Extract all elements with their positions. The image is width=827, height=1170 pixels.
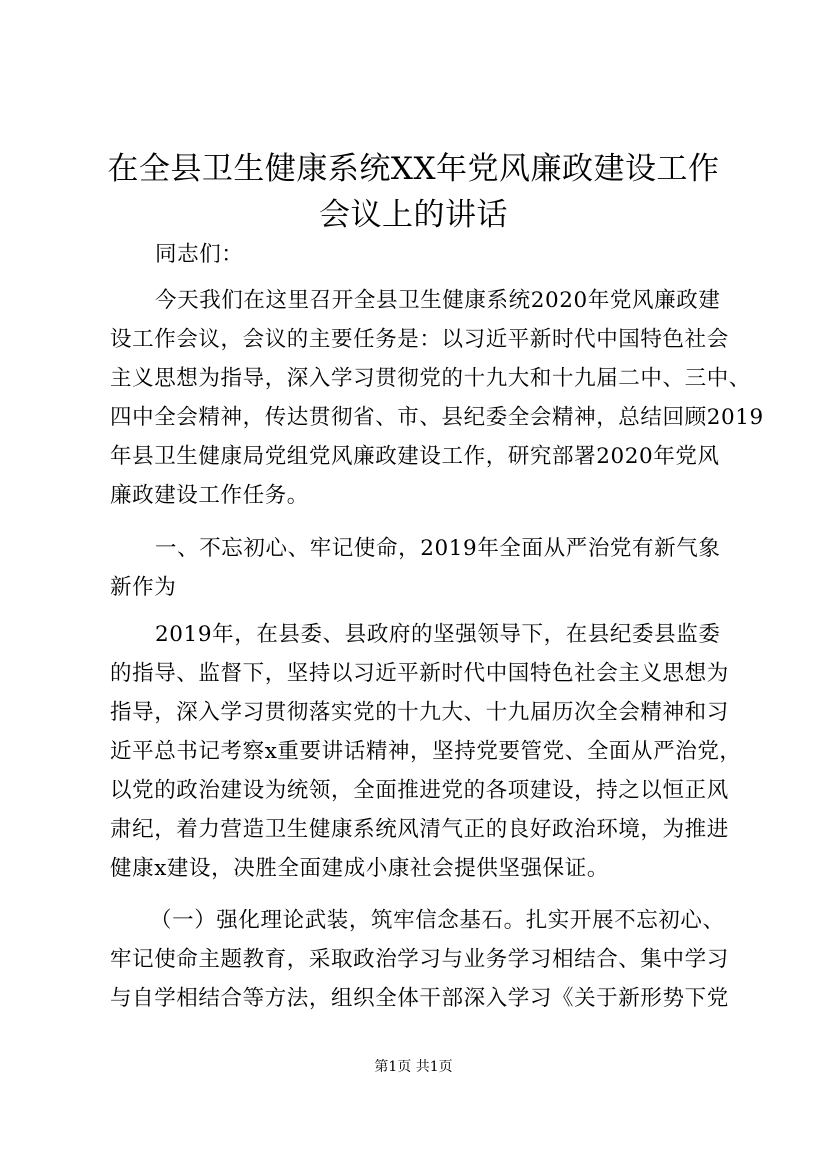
paragraph-line: 主义思想为指导，深入学习贯彻党的十九大和十九届二中、三中、 xyxy=(110,366,751,391)
paragraph-line: 四中全会精神，传达贯彻省、市、县纪委全会精神，总结回顾2019 xyxy=(110,405,764,430)
section-heading: 一、不忘初心、牢记使命，2019年全面从严治党有新气象 xyxy=(155,536,721,561)
paragraph-line: 指导，深入学习贯彻落实党的十九大、十九届历次全会精神和习 xyxy=(110,700,729,725)
document-title xyxy=(0,146,827,238)
salutation: 同志们： xyxy=(155,242,244,267)
paragraph-line: 今天我们在这里召开全县卫生健康系统2020年党风廉政建 xyxy=(155,288,721,313)
paragraph-line: 设工作会议，会议的主要任务是：以习近平新时代中国特色社会 xyxy=(110,327,729,352)
paragraph-line: 健康x建设，决胜全面建成小康社会提供坚强保证。 xyxy=(110,856,609,881)
paragraph-line: 2019年，在县委、县政府的坚强领导下，在县纪委县监委 xyxy=(155,622,721,647)
section-heading: 新作为 xyxy=(110,575,177,600)
paragraph-line: 年县卫生健康局党组党风廉政建设工作，研究部署2020年党风 xyxy=(110,444,720,469)
paragraph-line: 与自学相结合等方法，组织全体干部深入学习《关于新形势下党 xyxy=(110,986,729,1011)
paragraph-line: 的指导、监督下，坚持以习近平新时代中国特色社会主义思想为 xyxy=(110,661,729,686)
paragraph-line: 近平总书记考察x重要讲话精神，坚持党要管党、全面从严治党， xyxy=(110,739,742,764)
page-number-footer: 第1页 共1页 xyxy=(374,1059,453,1075)
paragraph-line: （一）强化理论武装，筑牢信念基石。扎实开展不忘初心、 xyxy=(150,908,725,933)
title-line-1: 在全县卫生健康系统XX年党风廉政建设工作 xyxy=(107,151,720,187)
title-line-2: 会议上的讲话 xyxy=(319,197,508,233)
paragraph-line: 以党的政治建设为统领，全面推进党的各项建设，持之以恒正风 xyxy=(110,778,729,803)
paragraph-line: 牢记使命主题教育，采取政治学习与业务学习相结合、集中学习 xyxy=(110,947,729,972)
paragraph-line: 廉政建设工作任务。 xyxy=(110,483,309,508)
paragraph-line: 肃纪，着力营造卫生健康系统风清气正的良好政治环境，为推进 xyxy=(110,817,729,842)
